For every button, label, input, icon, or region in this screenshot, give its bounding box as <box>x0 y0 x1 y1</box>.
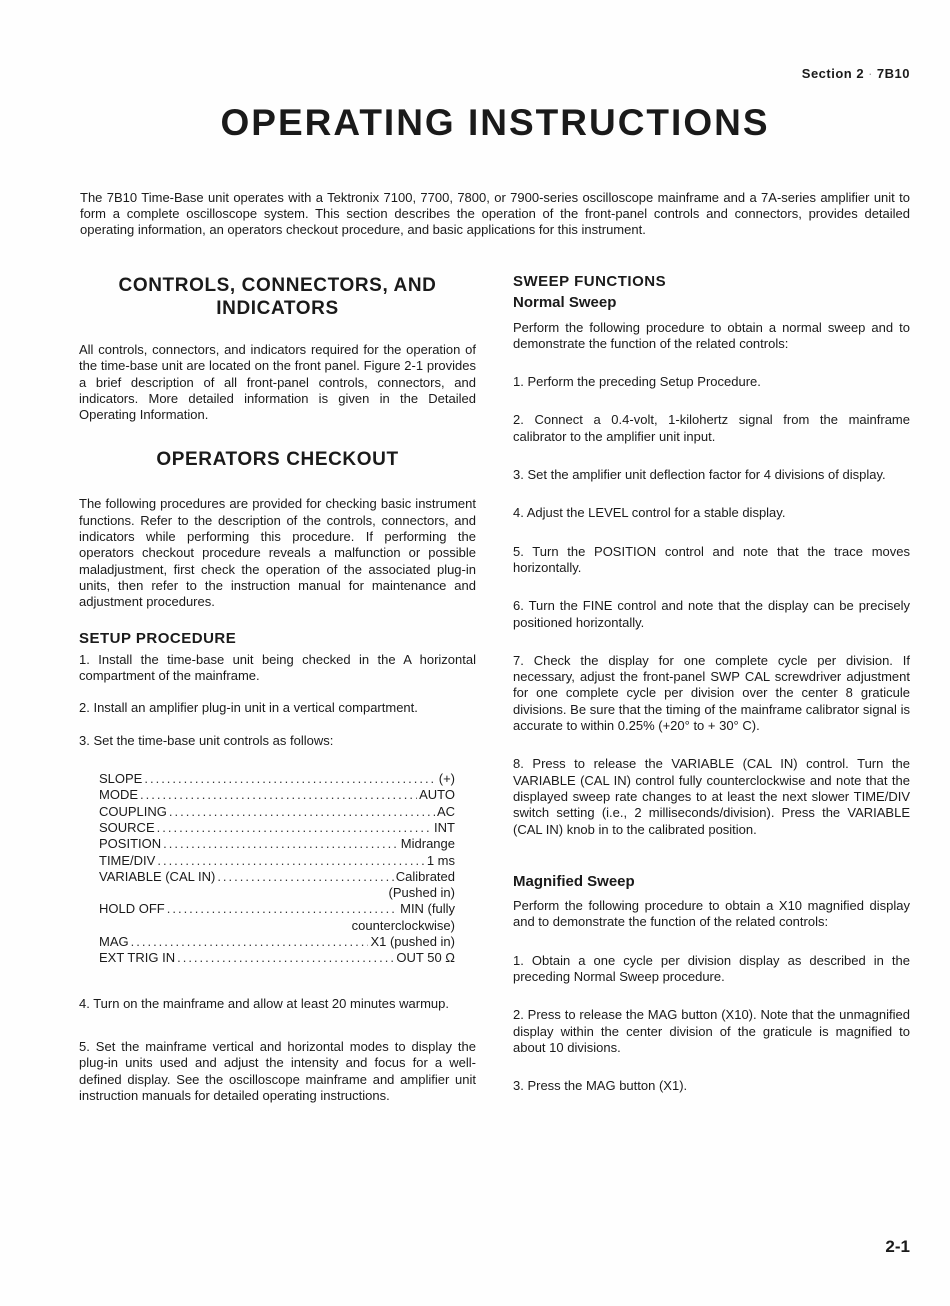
setting-name: SLOPE <box>99 771 143 787</box>
magnified-step: 3. Press the MAG button (X1). <box>513 1078 688 1094</box>
normal-sweep-intro: Perform the following procedure to obtain a normal sweep and to demonstrate the function of the related controls: <box>513 319 910 351</box>
setup-step-5: 5. Set the mainframe vertical and horizontal modes to display the plug-in units used and adjust the intensity and focus for a well-defined display. See the oscilloscope mainframe and amplifier unit instruction manuals for detailed operating instructions. <box>79 1038 476 1103</box>
setting-value: AUTO <box>419 787 455 803</box>
setting-name: VARIABLE (CAL IN) <box>99 868 216 884</box>
setting-value: AC <box>436 803 455 819</box>
right-column <box>513 274 910 1095</box>
setup-step-1: 1. Install the time-base unit being checked in the A horizontal compartment of the mainframe. <box>79 651 476 684</box>
setting-value: 1 ms <box>426 852 455 868</box>
setting-row <box>99 934 455 950</box>
normal-step: 5. Turn the POSITION control and note that the trace moves horizontally. <box>513 543 910 575</box>
normal-step: 2. Connect a 0.4-volt, 1-kilohertz signal from the mainframe calibrator to the amplifier unit input. <box>513 412 910 444</box>
setting-continuation: (Pushed in) <box>388 885 455 901</box>
normal-step: 7. Check the display for one complete cycle per division. If necessary, adjust the front-panel SWP CAL screwdriver adjustment for one complete cycle per division over the center 8 graticule divisions. Be sure that the timing of the mainframe calibrator signal is accurate to within 0.25% (+20° to + 30° C). <box>513 652 910 734</box>
sweep-heading: SWEEP FUNCTIONS <box>513 273 667 290</box>
section-header <box>802 66 910 81</box>
page-title: OPERATING INSTRUCTIONS <box>220 102 770 143</box>
setting-name: MAG <box>99 934 129 950</box>
magnified-sweep-heading: Magnified Sweep <box>513 872 635 890</box>
setting-name: POSITION <box>99 836 162 852</box>
setting-row <box>99 950 455 966</box>
section-label: Section 2 <box>801 66 865 81</box>
normal-step: 1. Perform the preceding Setup Procedure. <box>513 374 761 390</box>
setup-step-4: 4. Turn on the mainframe and allow at least 20 minutes warmup. <box>79 995 449 1011</box>
header-separator: · <box>868 66 873 81</box>
setup-step-2: 2. Install an amplifier plug-in unit in a vertical compartment. <box>79 700 418 716</box>
setting-row <box>99 787 455 803</box>
controls-text: All controls, connectors, and indicators required for the operation of the time-base unit are located on the front panel. Figure 2-1 provides a brief description of all front-panel controls, connectors, and indicators. More detailed information is given in the Detailed Operating Information. <box>79 342 476 423</box>
normal-sweep-heading: Normal Sweep <box>513 294 617 312</box>
checkout-heading: OPERATORS CHECKOUT <box>156 449 399 471</box>
setting-name: MODE <box>99 787 138 803</box>
setting-value: OUT 50 Ω <box>396 950 455 966</box>
setting-value: Calibrated <box>395 868 455 884</box>
setup-step-3: 3. Set the time-base unit controls as follows: <box>79 732 334 748</box>
setting-row <box>99 836 455 852</box>
setting-value: Midrange <box>400 836 455 852</box>
setting-row <box>99 853 455 869</box>
settings-list <box>99 771 455 967</box>
magnified-step: 2. Press to release the MAG button (X10). Note that the unmagnified display within the center division of the graticule is magnified to about 10 divisions. <box>513 1007 910 1055</box>
page-number: 2-1 <box>885 1237 910 1256</box>
setting-row <box>99 771 455 787</box>
setting-row <box>99 820 455 836</box>
normal-step: 6. Turn the FINE control and note that the display can be precisely positioned horizontally. <box>513 598 910 630</box>
setting-value: X1 (pushed in) <box>370 934 455 950</box>
setting-value: INT <box>434 819 455 835</box>
setting-name: TIME/DIV <box>99 852 156 868</box>
normal-step: 3. Set the amplifier unit deflection factor for 4 divisions of display. <box>513 467 886 483</box>
left-column <box>79 274 476 1104</box>
setting-value: MIN (fully <box>400 901 455 917</box>
setup-heading: SETUP PROCEDURE <box>79 629 237 647</box>
magnified-sweep-intro: Perform the following procedure to obtain a X10 magnified display and to demonstrate the function of the related controls: <box>513 898 910 930</box>
product-label: 7B10 <box>876 66 910 81</box>
intro-paragraph: The 7B10 Time-Base unit operates with a Tektronix 7100, 7700, 7800, or 7900-series oscilloscope mainframe and a 7A-series amplifier unit to form a complete oscilloscope system. This section describes the operation of the front-panel controls and connectors, provides detailed operating information, an operators checkout procedure, and basic applications for this instrument. <box>80 190 910 237</box>
checkout-text: The following procedures are provided for checking basic instrument functions. Refer to the description of the controls, connectors, and indicators while performing this procedure. If performing the operators checkout procedure reveals a malfunction or possible maladjustment, first check the operation of the associated plug-in units, then refer to the instruction manual for maintenance and adjustment procedures. <box>79 496 476 610</box>
magnified-step: 1. Obtain a one cycle per division display as described in the preceding Normal Sweep procedure. <box>513 952 910 985</box>
setting-continuation: counterclockwise) <box>351 917 455 933</box>
setting-row <box>99 869 455 885</box>
normal-step: 4. Adjust the LEVEL control for a stable display. <box>513 505 786 521</box>
setting-name: SOURCE <box>99 819 155 835</box>
setting-name: EXT TRIG IN <box>99 950 176 966</box>
setting-row <box>99 804 455 820</box>
setting-name: COUPLING <box>99 803 167 819</box>
normal-step: 8. Press to release the VARIABLE (CAL IN) control. Turn the VARIABLE (CAL IN) control fully counterclockwise and note that the displayed sweep rate changes to at least the next slower TIME/DIV switch setting (i.e., 2 milliseconds/division). Press the VARIABLE (CAL IN) knob in to the calibrated position. <box>513 756 910 837</box>
setting-name: HOLD OFF <box>99 901 165 917</box>
setting-value: (+) <box>438 771 455 787</box>
controls-heading: CONTROLS, CONNECTORS, AND INDICATORS <box>118 275 437 319</box>
setting-row <box>99 901 455 917</box>
